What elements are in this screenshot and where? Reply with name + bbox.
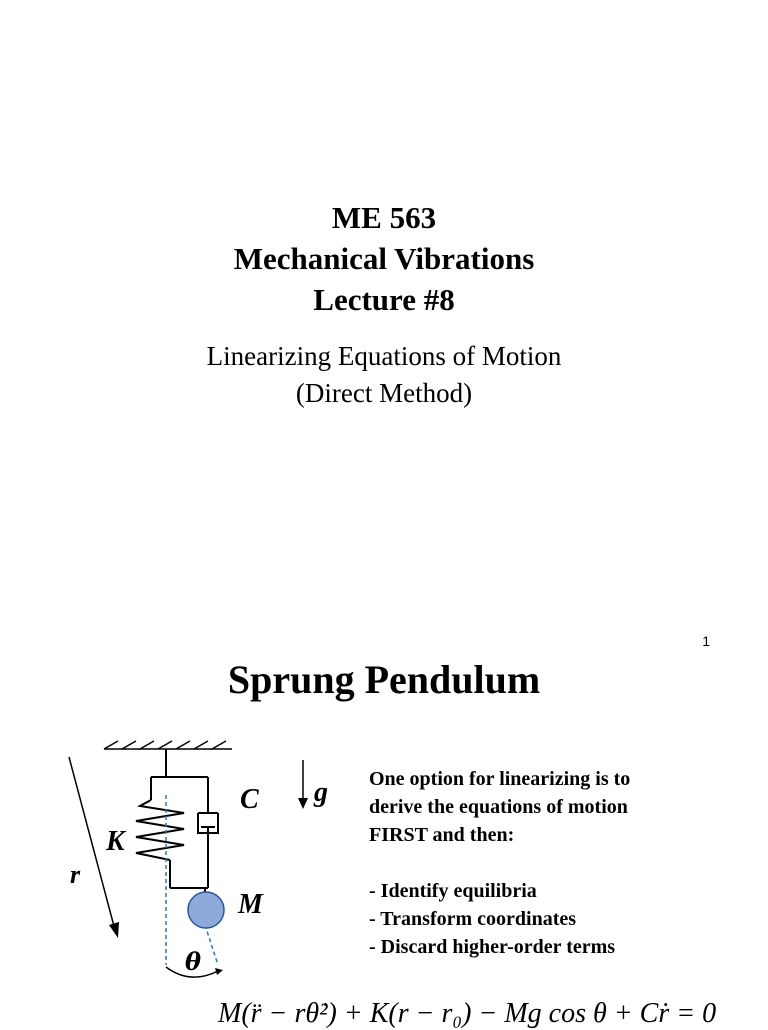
steps-list	[369, 877, 729, 961]
intro-line-3: FIRST and then:	[369, 824, 515, 846]
lecture-number: Lecture #8	[313, 282, 455, 317]
equation-of-motion: M(r̈ − rθ̇²) + K(r − r₀) − Mg cos θ + Cṙ = 0	[218, 998, 717, 1029]
damper	[198, 813, 218, 833]
slide-2-title: Sprung Pendulum	[227, 657, 541, 702]
slide-1-title	[0, 197, 768, 320]
course-name: Mechanical Vibrations	[233, 241, 535, 276]
step-item: - Identify equilibria	[369, 880, 537, 902]
page-number: 1	[702, 633, 710, 649]
spring-damper-frame	[151, 749, 208, 898]
intro-line-2: derive the equations of motion	[369, 796, 628, 818]
sprung-pendulum-diagram	[60, 735, 345, 995]
slide-2	[0, 640, 768, 1029]
pendulum-axis-line	[205, 925, 218, 965]
explanation-text	[369, 765, 729, 961]
label-g: g	[314, 777, 328, 808]
label-theta: θ	[185, 947, 202, 976]
subtitle-line-1: Linearizing Equations of Motion	[206, 341, 562, 371]
step-item: - Transform coordinates	[369, 908, 577, 930]
ceiling	[104, 741, 232, 749]
spring	[136, 800, 184, 860]
intro-line-1: One option for linearizing is to	[369, 768, 631, 790]
label-C: C	[240, 784, 259, 815]
course-number: ME 563	[331, 200, 437, 235]
label-K: K	[106, 826, 125, 857]
step-item: - Discard higher-order terms	[369, 936, 616, 958]
g-arrow	[298, 760, 308, 809]
label-r: r	[70, 860, 81, 889]
subtitle-line-2: (Direct Method)	[295, 378, 473, 408]
mass	[188, 892, 224, 928]
label-M: M	[238, 889, 263, 920]
slide-1-subtitle	[0, 338, 768, 412]
